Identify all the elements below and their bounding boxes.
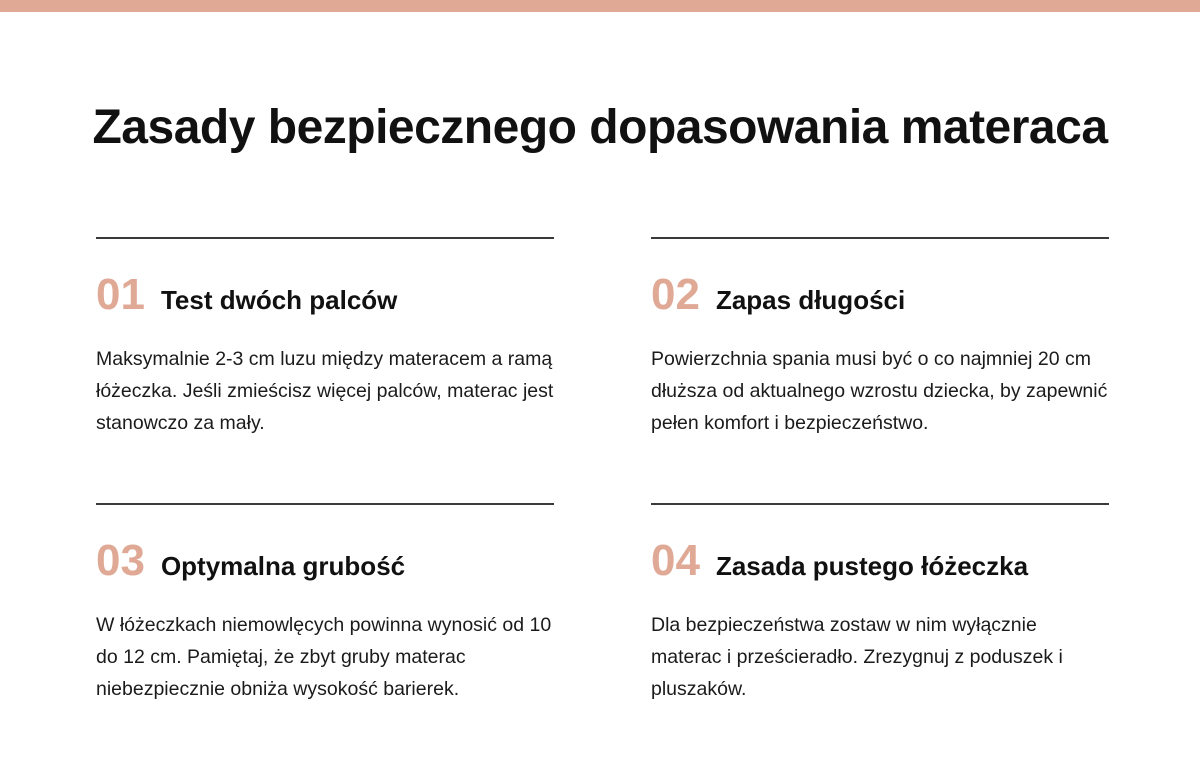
card-header [651, 269, 1109, 321]
card-divider [96, 503, 554, 505]
card-description: Maksymalnie 2-3 cm luzu między materacem a ramą łóżeczka. Jeśli zmieścisz więcej palców, materac jest stanowczo za mały. [96, 348, 554, 434]
rule-card-1 [96, 237, 554, 439]
card-title: Zapas długości [715, 285, 906, 315]
card-number: 03 [96, 536, 145, 585]
card-description: W łóżeczkach niemowlęcych powinna wynosić od 10 do 12 cm. Pamiętaj, że zbyt gruby materac niebezpiecznie obniża wysokość barierek. [96, 614, 552, 700]
card-title: Zasada pustego łóżeczka [715, 551, 1029, 581]
card-number: 01 [96, 270, 145, 319]
card-header [651, 535, 1109, 587]
card-header [96, 535, 554, 587]
card-number: 02 [651, 270, 700, 319]
rule-card-4 [651, 503, 1109, 705]
rule-card-2 [651, 237, 1109, 439]
card-title: Optymalna grubość [160, 551, 406, 581]
card-description: Dla bezpieczeństwa zostaw w nim wyłącznie materac i prześcieradło. Zrezygnuj z poduszek i pluszaków. [651, 614, 1063, 700]
card-divider [651, 237, 1109, 239]
card-divider [651, 503, 1109, 505]
card-title: Test dwóch palców [160, 285, 398, 315]
card-header [96, 269, 554, 321]
page-title: Zasady bezpiecznego dopasowania materaca [92, 101, 1108, 154]
card-divider [96, 237, 554, 239]
card-description: Powierzchnia spania musi być o co najmniej 20 cm dłuższa od aktualnego wzrostu dziecka, by zapewnić pełen komfort i bezpieczeństwo. [651, 348, 1108, 434]
card-number: 04 [651, 536, 700, 585]
rule-card-3 [96, 503, 554, 705]
top-accent-bar [0, 0, 1200, 12]
